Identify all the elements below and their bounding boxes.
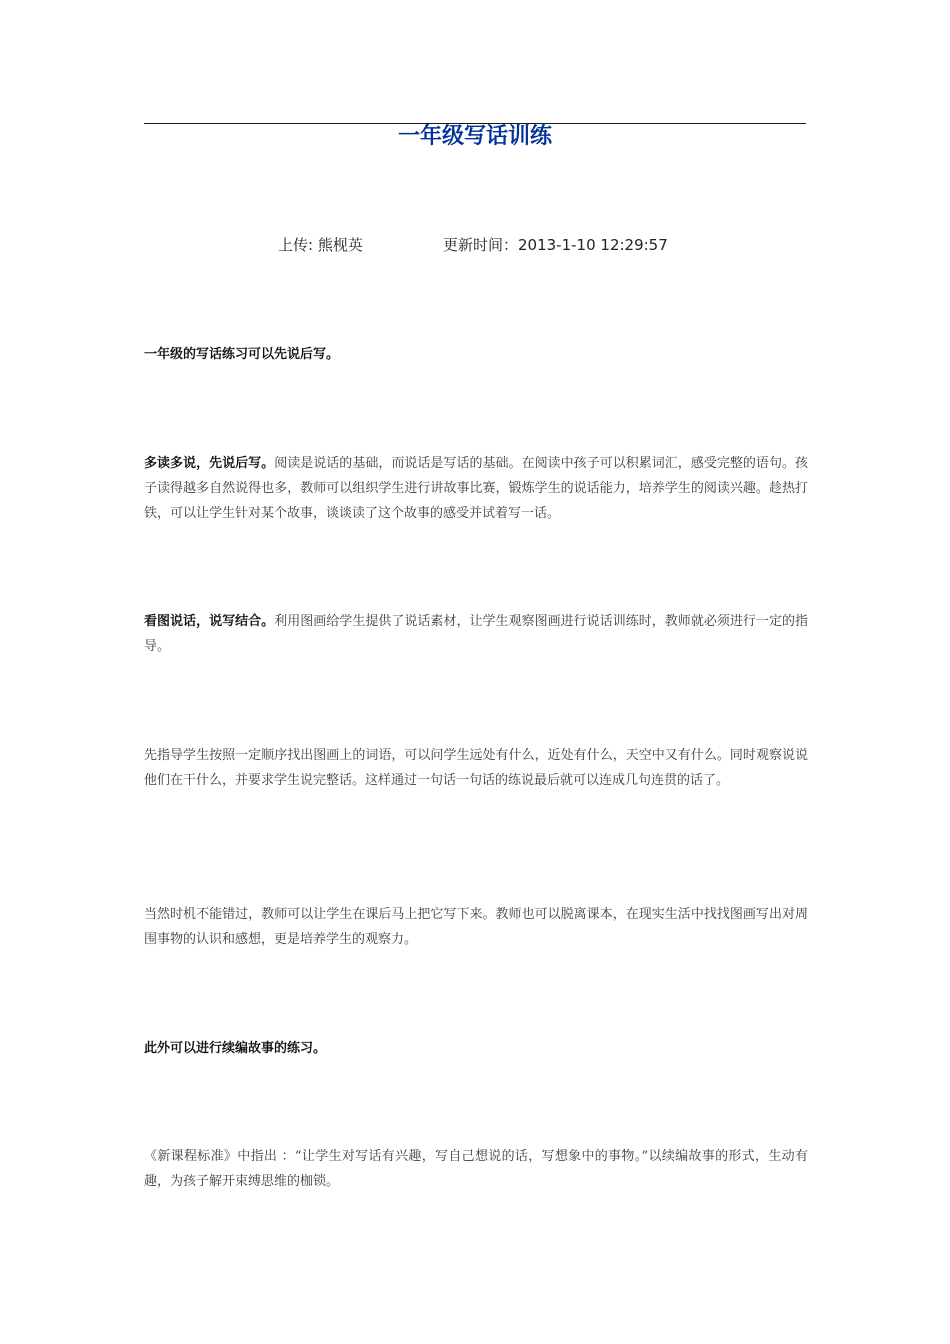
page-title: 一年级写话训练: [397, 124, 552, 149]
paragraph-7-body: 《新课程标准》中指出 ：“让学生对写话有兴趣，写自己想说的话，写想象中的事物。”以续编故事的形式，生动有趣，为孩子解开束缚思维的枷锁。: [144, 1149, 808, 1189]
paragraph-4-body: 先指导学生按照一定顺序找出图画上的词语，可以问学生远处有什么，近处有什么，天空中又有什么。同时观察说说他们在干什么，并要求学生说完整话。这样通过一句话一句话的练说最后就可以连成几句连贯的话了。: [144, 748, 808, 788]
update-time: 更新时间：2013-1-10 12:29:57: [443, 236, 668, 254]
paragraph-5-body: 当然时机不能错过，教师可以让学生在课后马上把它写下来。教师也可以脱离课本，在现实生活中找找图画写出对周围事物的认识和感想，更是培养学生的观察力。: [144, 907, 808, 947]
paragraph-2: [144, 451, 808, 526]
paragraph-3: [144, 609, 808, 659]
paragraph-3-body: 利用图画给学生提供了说话素材，让学生观察图画进行说话训练时，教师就必须进行一定的指导。: [144, 614, 808, 654]
paragraph-1: [144, 342, 808, 367]
paragraph-6: [144, 1036, 808, 1061]
paragraph-2-body: 阅读是说话的基础，而说话是写话的基础。在阅读中孩子可以积累词汇，感受完整的语句。孩子读得越多自然说得也多，教师可以组织学生进行讲故事比赛，锻炼学生的说话能力，培养学生的阅读兴趣。趁热打铁，可以让学生针对某个故事，谈谈读了这个故事的感受并试着写一话。: [144, 456, 808, 521]
paragraph-2-lead: 多读多说，先说后写。: [144, 456, 275, 471]
paragraph-4: [144, 743, 808, 793]
paragraph-6-lead: 此外可以进行续编故事的练习。: [144, 1041, 327, 1056]
uploader-info: 上传: 熊枧英: [278, 236, 363, 254]
paragraph-7: [144, 1144, 808, 1194]
paragraph-5: [144, 902, 808, 952]
paragraph-1-lead: 一年级的写话练习可以先说后写。: [144, 347, 340, 362]
paragraph-3-lead: 看图说话，说写结合。: [144, 614, 275, 629]
